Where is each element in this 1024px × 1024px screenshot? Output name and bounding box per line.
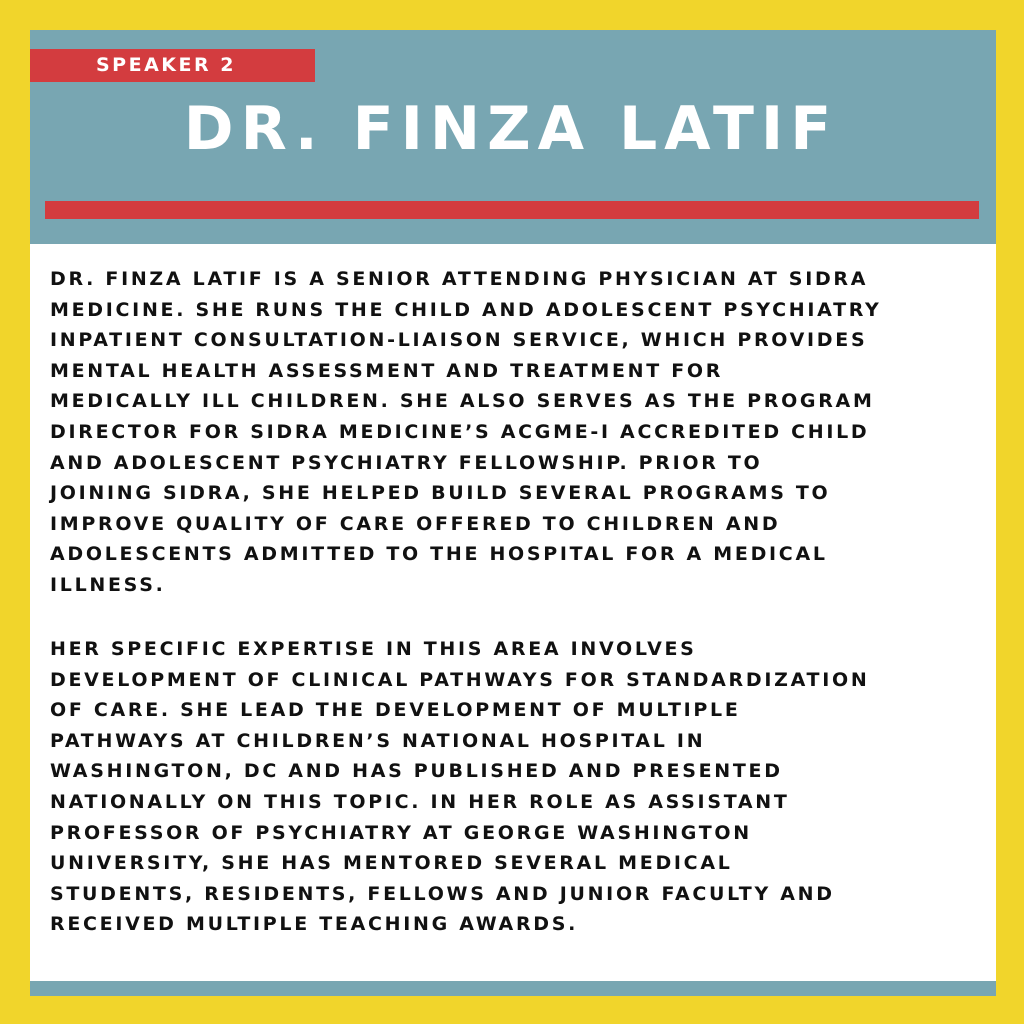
bio-line: ILLNESS. xyxy=(50,573,166,596)
bio-line: PROFESSOR OF PSYCHIATRY AT GEORGE WASHINGTON xyxy=(50,821,752,844)
bio-line: UNIVERSITY, SHE HAS MENTORED SEVERAL MEDICAL xyxy=(50,852,733,875)
bio-line: AND ADOLESCENT PSYCHIATRY FELLOWSHIP. PRIOR TO xyxy=(50,451,763,474)
bio-line: INPATIENT CONSULTATION-LIAISON SERVICE, WHICH PROVIDES xyxy=(50,329,868,352)
bio-paragraph-2 xyxy=(50,634,990,940)
bio-line: JOINING SIDRA, SHE HELPED BUILD SEVERAL PROGRAMS TO xyxy=(50,482,831,505)
speaker-tag xyxy=(30,49,315,82)
bio-line: MEDICALLY ILL CHILDREN. SHE ALSO SERVES AS THE PROGRAM xyxy=(50,390,875,413)
bio-line: NATIONALLY ON THIS TOPIC. IN HER ROLE AS ASSISTANT xyxy=(50,790,790,813)
bio-line: DIRECTOR FOR SIDRA MEDICINE’S ACGME-I ACCREDITED CHILD xyxy=(50,420,870,443)
bio-line: MEDICINE. SHE RUNS THE CHILD AND ADOLESCENT PSYCHIATRY xyxy=(50,298,882,321)
bio-line: PATHWAYS AT CHILDREN’S NATIONAL HOSPITAL IN xyxy=(50,729,706,752)
bio-line: IMPROVE QUALITY OF CARE OFFERED TO CHILDREN AND xyxy=(50,512,781,535)
speaker-tag-label: SPEAKER 2 xyxy=(96,54,236,76)
title-underline-bar xyxy=(45,201,979,219)
bio-line: STUDENTS, RESIDENTS, FELLOWS AND JUNIOR FACULTY AND xyxy=(50,882,835,905)
bio-panel xyxy=(30,244,996,981)
bio-line: HER SPECIFIC EXPERTISE IN THIS AREA INVOLVES xyxy=(50,638,697,660)
speaker-name: DR. FINZA LATIF xyxy=(183,94,839,164)
bio-line: DEVELOPMENT OF CLINICAL PATHWAYS FOR STANDARDIZATION xyxy=(50,668,870,691)
bio-line: RECEIVED MULTIPLE TEACHING AWARDS. xyxy=(50,913,579,936)
bio-line: ADOLESCENTS ADMITTED TO THE HOSPITAL FOR A MEDICAL xyxy=(50,543,828,566)
bio-line: OF CARE. SHE LEAD THE DEVELOPMENT OF MULTIPLE xyxy=(50,699,741,722)
bio-paragraph-1 xyxy=(50,264,990,601)
speaker-card xyxy=(30,30,996,996)
bio-line: WASHINGTON, DC AND HAS PUBLISHED AND PRESENTED xyxy=(50,760,783,783)
bio-line: MENTAL HEALTH ASSESSMENT AND TREATMENT FOR xyxy=(50,359,724,382)
bio-line: DR. FINZA LATIF IS A SENIOR ATTENDING PHYSICIAN AT SIDRA xyxy=(50,268,869,290)
